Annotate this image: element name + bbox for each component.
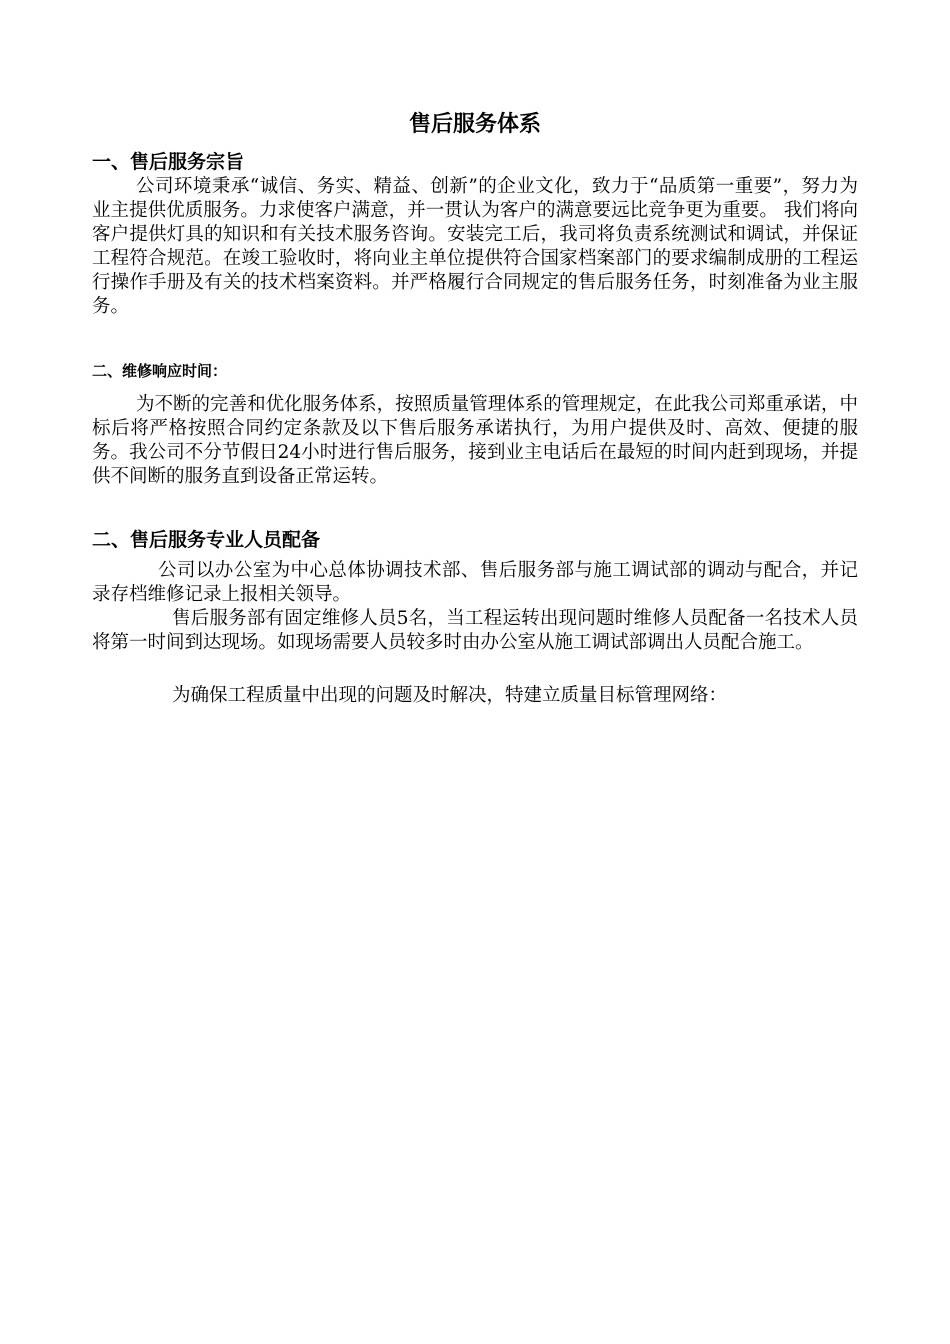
staffing-paragraph-coordination: 公司以办公室为中心总体协调技术部、售后服务部与施工调试部的调动与配合，并记录存档维修记录上报相关领导。 (92, 560, 858, 605)
section-heading-service-staffing: 二、售后服务专业人员配备 (92, 529, 321, 551)
document-title: 售后服务体系 (408, 112, 541, 137)
service-purpose-paragraph: 公司环境秉承“诚信、务实、精益、创新”的企业文化，致力于“品质第一重要”，努力为业主提供优质服务。力求使客户满意，并一贯认为客户的满意要远比竞争更为重要。 我们将向客户提供灯具的知识和有关技术服务咨询。安装完工后，我司将负责系统测试和调试，并保证工程符合规范。在竣工验收时，将向业主单位提供符合国家档案部门的要求编制成册的工程运行操作手册及有关的技术档案资料。并严格履行合同规定的售后服务任务，时刻准备为业主服务。 (92, 176, 858, 317)
repair-response-paragraph: 为不断的完善和优化服务体系，按照质量管理体系的管理规定，在此我公司郑重承诺，中标后将严格按照合同约定条款及以下售后服务承诺执行，为用户提供及时、高效、便捷的服务。我公司不分节假日24小时进行售后服务，接到业主电话后在最短的时间内赶到现场，并提供不间断的服务直到设备正常运转。 (92, 394, 858, 487)
section-heading-service-purpose: 一、售后服务宗旨 (92, 151, 245, 173)
staffing-paragraph-quality-network: 为确保工程质量中出现的问题及时解决，特建立质量目标管理网络： (172, 685, 728, 706)
section-heading-repair-response-time: 二、维修响应时间： (92, 362, 228, 380)
staffing-paragraph-repair-staff: 售后服务部有固定维修人员5名，当工程运转出现问题时维修人员配备一名技术人员将第一时间到达现场。如现场需要人员较多时由办公室从施工调试部调出人员配合施工。 (92, 608, 858, 653)
